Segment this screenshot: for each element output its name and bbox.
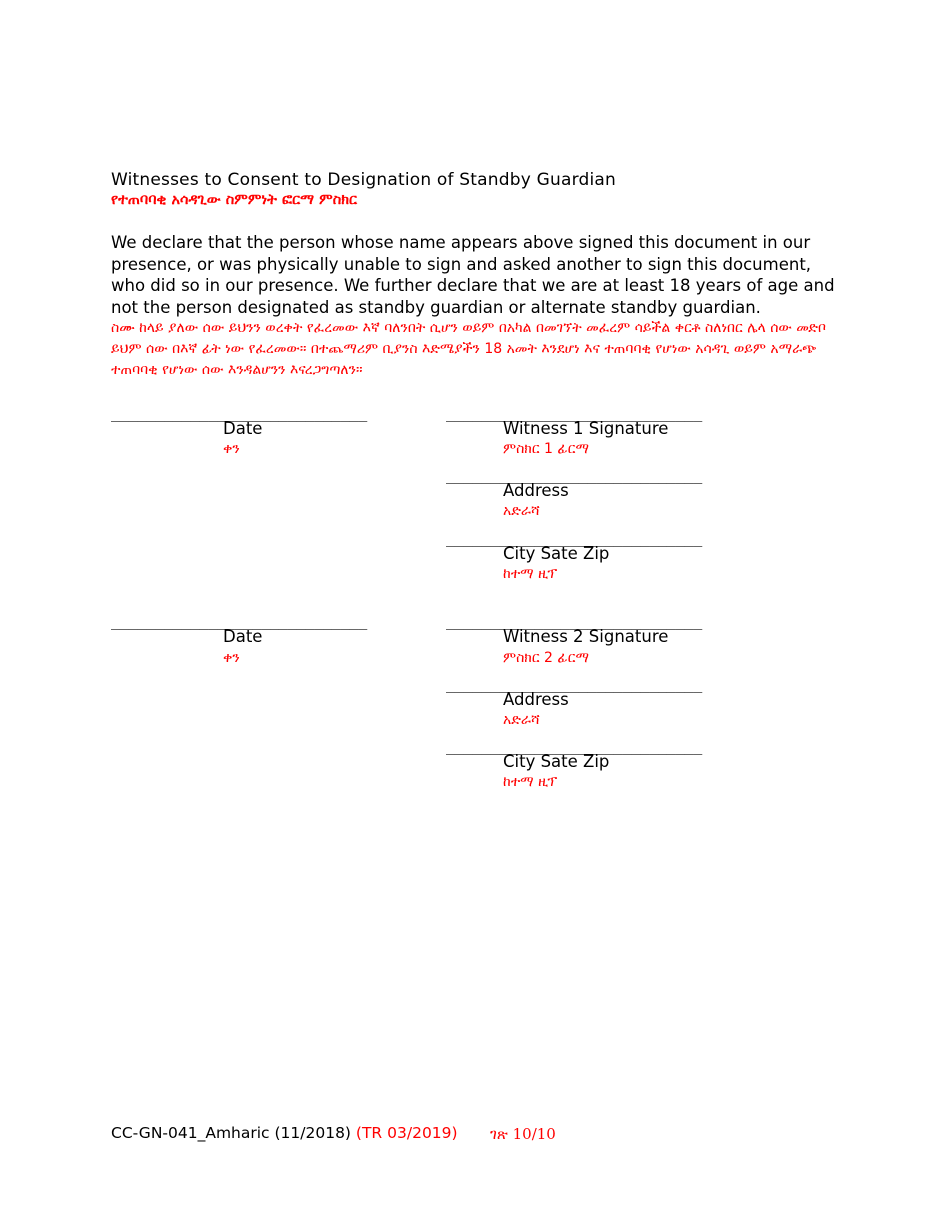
witness-1-city-line[interactable]: _____________________________	[446, 529, 703, 547]
witness-2-city-label: City Sate Zip	[503, 752, 610, 771]
date-1-signature-line[interactable]: _____________________________	[111, 404, 368, 422]
declaration-text: We declare that the person whose name appears above signed this document in our presence, or was physically unable to sign and asked another to sign this document, who did so in our presence. We further declare that we are at least 18 years of age and not the person designated as standby guardian or alternate standby guardian.	[111, 233, 835, 317]
witness-2-signature-label-amharic: ምስክር 2 ፊርማ	[503, 650, 590, 666]
declaration-text-amharic: ስሙ ከላይ ያለው ሰው ይህንን ወረቀት የፈረመው እኛ ባለንበት ሲሆን ወይም በአካል በመገኘት መፈረም ሳይችል ቀርቶ ስለነበር ሌላ ሰው መድቦ ይህም ሰው በእኛ ፊት ነው የፈረመው። በተጨማሪም ቢያንስ እድሜያችን 18 አመት እንደሆነ እና ተጠባባቂ የሆነው አሳዳጊ ወይም አማራጭ ተጠባባቂ የሆነው ሰው እንዳልሆንን እናረጋግጣለን።	[111, 320, 826, 378]
witness-1-signature-label-amharic: ምስክር 1 ፊርማ	[503, 441, 590, 457]
form-title-amharic: የተጠባባቂ አሳዳጊው ስምምነት ፎርማ ምስክር	[111, 192, 358, 208]
witness-1-signature-label: Witness 1 Signature	[503, 419, 669, 438]
date-1-label-amharic: ቀን	[223, 441, 240, 457]
date-2-label: Date	[223, 627, 263, 646]
witness-2-signature-line[interactable]: _____________________________	[446, 612, 703, 630]
witness-1-signature-line[interactable]: _____________________________	[446, 404, 703, 422]
footer	[111, 1124, 458, 1142]
witness-2-address-line[interactable]: _____________________________	[446, 675, 703, 693]
witness-2-city-line[interactable]: _____________________________	[446, 737, 703, 755]
witness-2-city-label-amharic: ከተማ ዚፕ	[503, 774, 558, 790]
witness-1-address-label-amharic: አድራሻ	[503, 503, 540, 519]
date-1-label: Date	[223, 419, 263, 438]
witness-1-city-label-amharic: ከተማ ዚፕ	[503, 566, 558, 582]
form-id: CC-GN-041_Amharic (11/2018)	[111, 1124, 351, 1142]
witness-2-address-label: Address	[503, 690, 569, 709]
witness-1-address-label: Address	[503, 481, 569, 500]
date-2-signature-line[interactable]: _____________________________	[111, 612, 368, 630]
form-title: Witnesses to Consent to Designation of Standby Guardian	[111, 170, 616, 190]
witness-2-address-label-amharic: አድራሻ	[503, 712, 540, 728]
translation-code: (TR 03/2019)	[355, 1124, 458, 1142]
witness-2-signature-label: Witness 2 Signature	[503, 627, 669, 646]
date-2-label-amharic: ቀን	[223, 650, 240, 666]
witness-1-address-line[interactable]: _____________________________	[446, 466, 703, 484]
witness-1-city-label: City Sate Zip	[503, 544, 610, 563]
page-number: ገጽ 10/10	[490, 1125, 556, 1143]
